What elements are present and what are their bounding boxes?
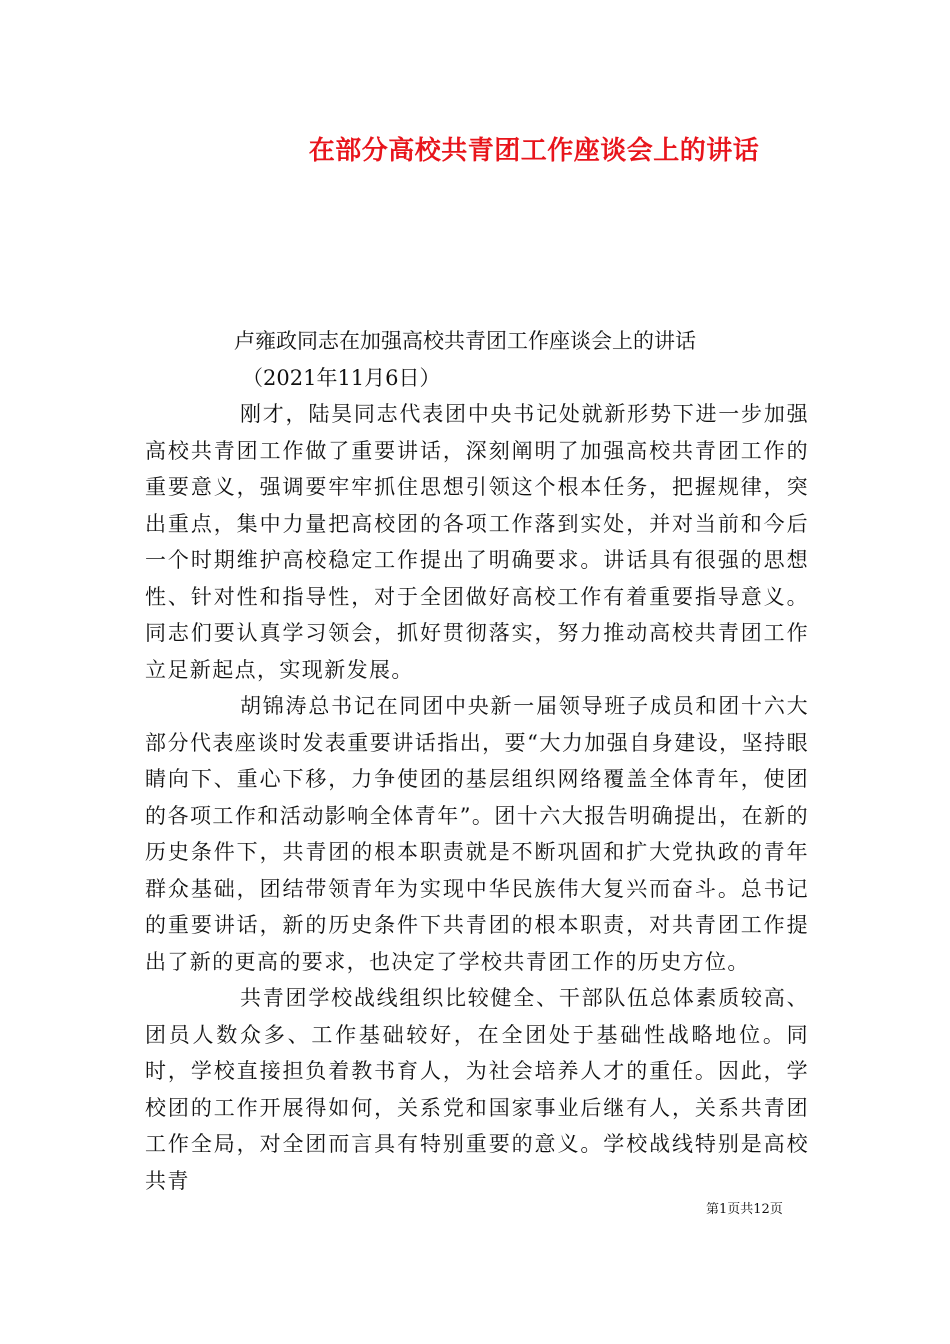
speech-subtitle: 卢雍政同志在加强高校共青团工作座谈会上的讲话 (234, 329, 696, 353)
speech-date: （2021年11月6日） (242, 366, 441, 390)
body-paragraph-3: 共青团学校战线组织比较健全、干部队伍总体素质较高、团员人数众多、工作基础较好，在全团处于基础性战略地位。同时，学校直接担负着教书育人，为社会培养人才的重任。因此，学校团的工作开展得如何，关系党和国家事业后继有人，关系共青团工作全局，对全团而言具有特别重要的意义。学校战线特别是高校共青 (145, 986, 809, 1193)
document-body (145, 396, 809, 1199)
document-title: 在部分高校共青团工作座谈会上的讲话 (308, 136, 760, 166)
body-paragraph-2: 胡锦涛总书记在同团中央新一届领导班子成员和团十六大部分代表座谈时发表重要讲话指出，要“大力加强自身建设，坚持眼睛向下、重心下移，力争使团的基层组织网络覆盖全体青年，使团的各项工作和活动影响全体青年”。团十六大报告明确提出，在新的历史条件下，共青团的根本职责就是不断巩固和扩大党执政的青年群众基础，团结带领青年为实现中华民族伟大复兴而奋斗。总书记的重要讲话，新的历史条件下共青团的根本职责，对共青团工作提出了新的更高的要求，也决定了学校共青团工作的历史方位。 (145, 694, 809, 974)
body-paragraph-1: 刚才，陆昊同志代表团中央书记处就新形势下进一步加强高校共青团工作做了重要讲话，深刻阐明了加强高校共青团工作的重要意义，强调要牢牢抓住思想引领这个根本任务，把握规律，突出重点，集中力量把高校团的各项工作落到实处，并对当前和今后一个时期维护高校稳定工作提出了明确要求。讲话具有很强的思想性、针对性和指导性，对于全团做好高校工作有着重要指导意义。同志们要认真学习领会，抓好贯彻落实，努力推动高校共青团工作立足新起点，实现新发展。 (145, 402, 809, 682)
page-number: 第1页共12页 (706, 1202, 783, 1217)
